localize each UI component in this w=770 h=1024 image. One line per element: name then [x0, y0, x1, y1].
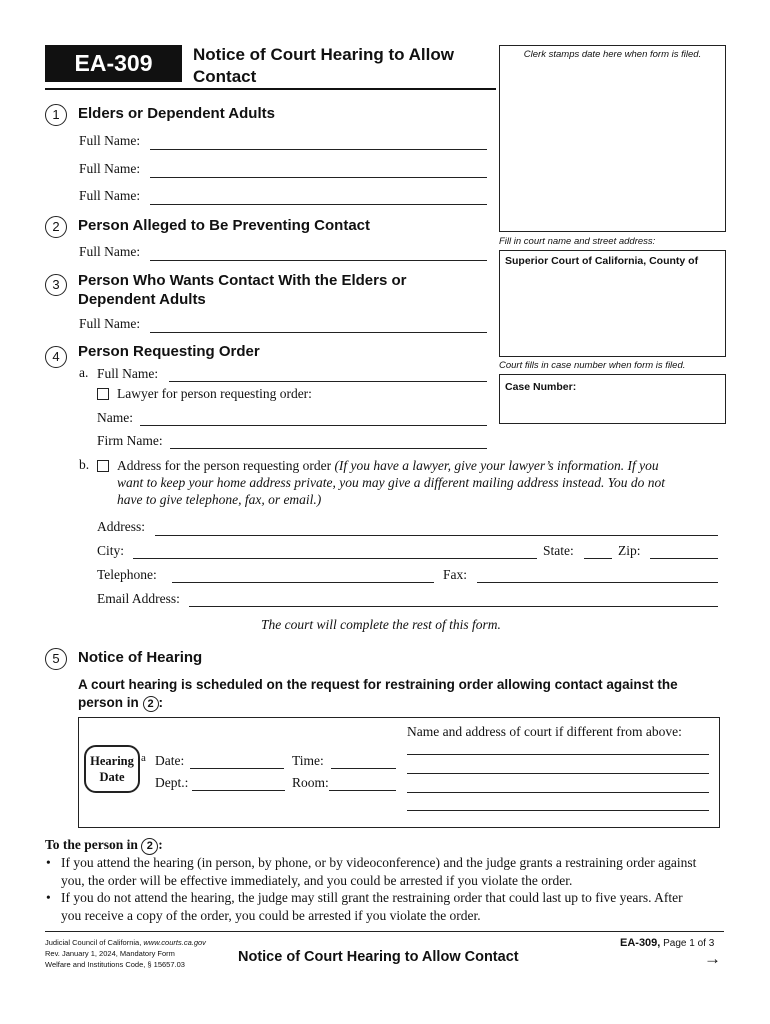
section-2-heading: Person Alleged to Be Preventing Contact: [78, 217, 370, 234]
elder-full-name-line[interactable]: [150, 204, 487, 205]
address-label: Address:: [97, 519, 145, 534]
zip-line[interactable]: [650, 558, 718, 559]
address-note-2: want to keep your home address private, you may give a different mailing address instead. You do not: [117, 475, 666, 490]
clerk-stamp-box: [499, 45, 726, 232]
footer-title: Notice of Court Hearing to Allow Contact: [238, 949, 519, 965]
preventing-person-name-line[interactable]: [150, 260, 487, 261]
hearing-intro-colon: :: [158, 695, 164, 710]
warning-bullet-1: [45, 854, 696, 889]
title-line-1: Notice of Court Hearing to Allow: [193, 45, 454, 64]
hearing-time-line[interactable]: [331, 768, 396, 769]
hearing-room-line[interactable]: [329, 790, 396, 791]
section-1-heading: Elders or Dependent Adults: [78, 105, 275, 122]
address-checkbox[interactable]: [97, 460, 109, 472]
firm-name-line[interactable]: [170, 448, 487, 449]
item-b-marker: b.: [79, 457, 90, 472]
alt-court-label: Name and address of court if different from above:: [407, 724, 682, 739]
hearing-item-marker: a: [141, 752, 146, 764]
hearing-time-label: Time:: [292, 753, 324, 768]
requester-full-name-line[interactable]: [169, 381, 487, 382]
hearing-intro-line-1: A court hearing is scheduled on the request for restraining order allowing contact against the: [78, 677, 678, 692]
case-number-label: Case Number:: [505, 381, 577, 393]
warning-bullet-2: [45, 889, 696, 924]
elder-full-name-line[interactable]: [150, 177, 487, 178]
state-line[interactable]: [584, 558, 612, 559]
title-line-2: Contact: [193, 67, 257, 86]
form-id: EA-309: [74, 50, 153, 76]
to-person-heading: [45, 837, 163, 855]
hearing-dept-label: Dept.:: [155, 775, 189, 790]
hearing-date-label: Date:: [155, 753, 185, 768]
alt-court-line[interactable]: [407, 754, 709, 755]
footer-page: [620, 937, 714, 949]
bullet-icon: •: [46, 855, 51, 870]
warning-bullet-list: [45, 854, 696, 924]
hearing-badge-line-2: Date: [99, 770, 125, 784]
city-label: City:: [97, 543, 125, 558]
alt-court-line[interactable]: [407, 773, 709, 774]
elder-full-name-line[interactable]: [150, 149, 487, 150]
section-1-number: 1: [45, 104, 67, 126]
bullet-1-line-2: you, the order will be effective immediately, and you could be arrested if you violate the order.: [61, 872, 573, 888]
footer-website: www.courts.ca.gov: [143, 938, 206, 947]
form-title: [193, 44, 454, 88]
bullet-1-line-1: If you attend the hearing (in person, by phone, or by videoconference) and the judge grants a restraining order against: [61, 855, 697, 870]
city-line[interactable]: [133, 558, 537, 559]
address-instructions: [117, 457, 665, 508]
section-4-number: 4: [45, 346, 67, 368]
header-rule: [45, 88, 496, 90]
lawyer-checkbox-label: Lawyer for person requesting order:: [117, 386, 312, 401]
address-note-3: have to give telephone, fax, or email.): [117, 492, 322, 507]
alt-court-line[interactable]: [407, 810, 709, 811]
clerk-stamp-note: Clerk stamps date here when form is filed.: [523, 49, 702, 60]
to-person-colon: :: [158, 837, 163, 852]
footer-form-id: EA-309,: [620, 937, 661, 949]
state-label: State:: [543, 543, 574, 558]
form-id-badge: [45, 45, 182, 82]
email-label: Email Address:: [97, 591, 180, 606]
requester-full-name-label: Full Name:: [97, 366, 159, 381]
hearing-room-label: Room:: [292, 775, 329, 790]
section-4-heading: Person Requesting Order: [78, 343, 260, 360]
hearing-intro: [78, 676, 678, 712]
section-3-number: 3: [45, 274, 67, 296]
court-name-label: Superior Court of California, County of: [505, 255, 699, 267]
address-checkbox-label: Address for the person requesting order: [117, 458, 332, 473]
section-5-heading: Notice of Hearing: [78, 649, 203, 666]
item-a-marker: a.: [79, 365, 89, 380]
lawyer-name-label: Name:: [97, 410, 133, 425]
next-page-arrow-icon: →: [704, 949, 721, 968]
footer-rule: [45, 931, 724, 932]
case-number-prompt: Court fills in case number when form is filed.: [499, 360, 686, 371]
contact-person-name-line[interactable]: [150, 332, 487, 333]
telephone-label: Telephone:: [97, 567, 157, 582]
hearing-date-line[interactable]: [190, 768, 284, 769]
preventing-person-name-label: Full Name:: [79, 244, 141, 259]
court-name-box[interactable]: [499, 250, 726, 357]
address-note-1: (If you have a lawyer, give your lawyer’s information. If you: [334, 458, 659, 473]
footer-code: Welfare and Institutions Code, § 15657.03: [45, 960, 185, 969]
bullet-2-line-2: you receive a copy of the order, you could be arrested if you violate the order.: [61, 907, 481, 923]
email-line[interactable]: [189, 606, 718, 607]
section-3-heading-line-2: Dependent Adults: [78, 291, 206, 308]
contact-person-name-label: Full Name:: [79, 316, 141, 331]
alt-court-line[interactable]: [407, 792, 709, 793]
zip-label: Zip:: [618, 543, 641, 558]
fax-line[interactable]: [477, 582, 718, 583]
elder-full-name-label: Full Name:: [79, 133, 141, 148]
section-3-heading-line-1: Person Who Wants Contact With the Elders or: [78, 272, 407, 289]
lawyer-name-line[interactable]: [140, 425, 487, 426]
to-person-heading-text: To the person in: [45, 837, 138, 852]
fax-label: Fax:: [443, 567, 468, 582]
bullet-icon: •: [46, 890, 51, 905]
address-line[interactable]: [155, 535, 718, 536]
section-ref-2: 2: [141, 838, 158, 855]
firm-name-label: Firm Name:: [97, 433, 163, 448]
telephone-line[interactable]: [172, 582, 434, 583]
footer-rev: Rev. January 1, 2024, Mandatory Form: [45, 949, 175, 958]
section-5-number: 5: [45, 648, 67, 670]
case-number-box[interactable]: [499, 374, 726, 424]
footer-left: [45, 937, 206, 970]
elder-full-name-label: Full Name:: [79, 161, 141, 176]
footer-council: Judicial Council of California,: [45, 938, 142, 947]
footer-page-number: Page 1 of 3: [663, 938, 715, 949]
hearing-badge-line-1: Hearing: [90, 754, 134, 768]
section-ref-2: 2: [143, 696, 159, 712]
court-completes-note: The court will complete the rest of this form.: [261, 617, 501, 632]
section-3-heading: [78, 271, 407, 309]
bullet-2-line-1: If you do not attend the hearing, the judge may still grant the restraining order that could last up to five years. After: [61, 890, 683, 905]
section-2-number: 2: [45, 216, 67, 238]
elder-full-name-label: Full Name:: [79, 188, 141, 203]
lawyer-checkbox[interactable]: [97, 388, 109, 400]
hearing-date-badge: [84, 745, 140, 793]
hearing-dept-line[interactable]: [192, 790, 285, 791]
hearing-intro-line-2: person in: [78, 695, 139, 710]
court-name-prompt: Fill in court name and street address:: [499, 236, 656, 247]
